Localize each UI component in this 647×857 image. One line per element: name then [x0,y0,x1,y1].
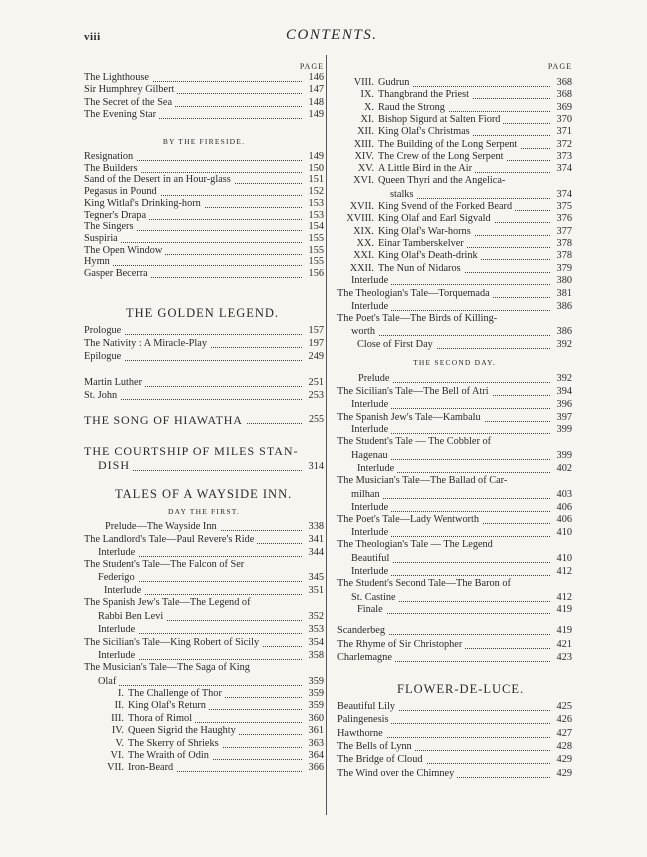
toc-page-number: 147 [308,84,324,96]
toc-title: The Singers [84,221,136,232]
toc-text: The Spanish Jew's Tale—The Legend of [84,597,251,608]
toc-title: XX. Einar Tamberskelver [337,238,467,249]
toc-page-number: 373 [556,150,572,162]
toc-entry[interactable] [337,102,572,114]
toc-title: Gasper Becerra [84,268,151,279]
toc-text: The Musician's Tale—The Saga of King [84,662,250,673]
toc-entry[interactable] [104,585,324,597]
toc-text: The Student's Tale—The Falcon of Ser [84,559,245,570]
chapter-numeral: VI. [110,750,124,761]
toc-title: VI. The Wraith of Odin [94,750,212,761]
toc-page-number: 410 [556,527,572,538]
toc-entry[interactable] [351,566,572,578]
toc-entry[interactable] [98,547,324,559]
toc-entry[interactable] [94,713,324,725]
toc-entry[interactable] [84,210,324,222]
toc-entry[interactable] [84,390,324,402]
toc-entry[interactable] [84,351,324,363]
toc-entry[interactable] [351,502,572,514]
toc-entry[interactable] [84,163,324,175]
toc-title: II. King Olaf's Return [94,700,209,711]
toc-title: St. John [84,390,120,401]
toc-title: The Builders [84,163,140,174]
toc-text: The Student's Second Tale—The Baron of [337,578,511,589]
toc-entry[interactable] [98,459,324,473]
chapter-numeral: VIII. [353,77,374,88]
toc-entry[interactable] [337,741,572,753]
toc-page-number: 338 [308,521,324,532]
toc-page-number: 423 [556,652,572,663]
toc-page-number: 425 [556,701,572,712]
toc-title: Interlude [351,527,391,538]
toc-title: stalks [390,189,416,200]
page-number: viii [84,31,101,43]
toc-title: Hawthorne [337,728,386,739]
toc-entry[interactable] [105,521,324,533]
toc-page-number: 156 [308,268,324,279]
toc-page-number: 403 [556,489,572,500]
toc-title: The Sicilian's Tale—King Robert of Sicily [84,637,262,648]
toc-page-number: 381 [556,288,572,299]
toc-title: XVIII. King Olaf and Earl Sigvald [337,213,494,224]
toc-page-number: 406 [556,514,572,525]
chapter-numeral: XX. [356,237,374,249]
toc-entry[interactable] [337,701,572,713]
toc-title: King Witlaf's Drinking-horn [84,198,204,209]
chapter-numeral: V. [115,737,124,749]
toc-title: Interlude [98,547,138,558]
toc-title: milhan [351,489,383,500]
toc-title: Olaf [98,676,119,687]
toc-title: Resignation [84,151,136,162]
toc-page-number: 353 [308,624,324,635]
toc-title: Pegasus in Pound [84,186,160,197]
toc-title: IV. Queen Sigrid the Haughty [94,725,239,736]
toc-title: Interlude [357,463,397,474]
toc-title: XVII. King Svend of the Forked Beard [337,201,515,212]
toc-page-number: 150 [308,162,324,174]
toc-text[interactable] [337,175,505,187]
toc-page-number: 255 [309,414,324,425]
chapter-numeral: IV. [111,725,124,737]
toc-page-number: 157 [308,325,324,336]
toc-entry[interactable] [98,611,324,623]
toc-page-number: 399 [556,424,572,435]
toc-title: IX. Thangbrand the Priest [337,89,472,100]
toc-title: St. Castine [351,592,399,603]
toc-title: Tegner's Drapa [84,210,149,221]
toc-title: XIV. The Crew of the Long Serpent [337,151,507,162]
toc-page-number: 361 [308,725,324,737]
dot-leader [84,265,302,266]
toc-title: Sand of the Desert in an Hour-glass [84,174,234,185]
toc-page-number: 152 [308,186,324,198]
toc-text: The Theologian's Tale — The Legend [337,539,493,550]
toc-page-number: 372 [556,138,572,150]
toc-title: Close of First Day [357,339,436,350]
section-heading: FLOWER-DE-LUCE. [397,682,525,696]
toc-entry[interactable] [351,399,572,411]
page-label: PAGE [299,62,324,71]
toc-page-number: 421 [556,638,572,650]
toc-title: V. The Skerry of Shrieks [94,738,222,749]
toc-page-number: 374 [556,189,572,200]
toc-title: The Bridge of Cloud [337,754,426,765]
toc-page-number: 371 [556,126,572,138]
toc-title: Federigo [98,572,138,583]
chapter-numeral: IX. [360,89,374,101]
toc-title: XII. King Olaf's Christmas [337,126,473,137]
toc-entry[interactable] [351,301,572,313]
toc-title: XIII. The Building of the Long Serpent [337,139,520,150]
toc-title: Charlemagne [337,652,395,663]
toc-title: Beautiful Lily [337,701,398,712]
toc-page-number: 358 [308,650,324,661]
toc-entry[interactable] [84,377,324,389]
toc-title: Interlude [351,424,391,435]
toc-page-number: 370 [556,113,572,125]
toc-title: The Bells of Lynn [337,741,415,752]
toc-page-number: 397 [556,412,572,423]
toc-entry[interactable] [337,514,572,526]
toc-entry[interactable] [84,84,324,96]
toc-title: The Theologian's Tale—Torquemada [337,288,493,299]
toc-title: Beautiful [351,553,392,564]
chapter-numeral: XV. [357,163,374,175]
toc-entry[interactable] [337,163,572,175]
toc-page-number: 352 [308,611,324,622]
toc-page-number: 412 [556,566,572,577]
toc-title: Suspiria [84,233,121,244]
toc-entry[interactable] [84,151,324,163]
toc-title: VII. Iron-Beard [94,762,176,773]
chapter-numeral: XVIII. [346,213,374,225]
chapter-numeral: VII. [107,762,124,774]
toc-page-number: 427 [556,727,572,739]
toc-entry[interactable] [351,424,572,436]
toc-entry[interactable] [98,572,324,584]
column-divider [326,55,327,815]
toc-title: Hymn [84,256,113,267]
toc-entry[interactable] [94,700,324,712]
toc-page-number: 396 [556,399,572,410]
toc-title: III. Thora of Rimol [94,713,195,724]
toc-title: Martin Luther [84,377,145,388]
toc-entry[interactable] [351,275,572,287]
toc-title: X. Raud the Strong [337,102,448,113]
toc-page-number: 376 [556,213,572,225]
toc-title: THE SONG OF HIAWATHA [84,413,246,427]
toc-entry[interactable] [351,527,572,539]
toc-page-number: 429 [556,754,572,766]
toc-page-number: 377 [556,225,572,237]
toc-entry[interactable] [84,414,324,426]
toc-title: The Rhyme of Sir Christopher [337,639,465,650]
toc-entry[interactable] [84,325,324,337]
toc-title: I. The Challenge of Thor [94,688,225,699]
toc-entry[interactable] [84,256,324,268]
toc-page-number: 392 [556,339,572,350]
toc-entry[interactable] [337,728,572,740]
toc-entry[interactable] [351,326,572,338]
toc-title: Prelude [358,373,392,384]
toc-title: XXII. The Nun of Nidaros [337,263,464,274]
toc-entry[interactable] [337,226,572,238]
toc-entry[interactable] [337,263,572,275]
toc-entry[interactable] [337,201,572,213]
toc-entry[interactable] [84,233,324,245]
toc-entry[interactable] [98,650,324,662]
toc-page-number: 351 [308,585,324,596]
chapter-numeral: XVII. [349,201,374,212]
toc-entry[interactable] [337,213,572,225]
toc-entry[interactable] [84,186,324,198]
toc-page-number: 368 [556,89,572,101]
toc-entry[interactable] [390,189,572,201]
toc-page-number: 364 [308,750,324,761]
toc-page-number: 155 [308,232,324,244]
chapter-numeral: XVI. [353,175,374,186]
toc-page-number: 380 [556,275,572,286]
toc-entry[interactable] [84,338,324,350]
toc-entry[interactable] [351,450,572,462]
toc-entry[interactable] [337,714,572,726]
toc-entry[interactable] [337,139,572,151]
toc-entry[interactable] [337,151,572,163]
toc-entry[interactable] [337,639,572,651]
toc-page-number: 345 [308,572,324,583]
chapter-numeral: XII. [357,126,374,138]
toc-page-number: 155 [308,244,324,256]
section-heading: THE SECOND DAY. [413,358,496,367]
toc-entry[interactable] [84,221,324,233]
toc-title: worth [351,326,378,337]
toc-page-number: 375 [556,201,572,212]
toc-page-number: 368 [556,77,572,88]
chapter-numeral: XI. [360,113,374,125]
toc-entry[interactable] [84,268,324,280]
toc-title: Rabbi Ben Levi [98,611,166,622]
toc-page-number: 149 [308,151,324,162]
toc-title: The Landlord's Tale—Paul Revere's Ride [84,534,257,545]
chapter-numeral: XXII. [349,262,374,274]
toc-title: DISH [98,458,133,472]
toc-page-number: 146 [308,72,324,83]
toc-page-number: 369 [556,101,572,113]
toc-entry[interactable] [357,339,572,351]
page-title: CONTENTS. [286,27,378,43]
toc-title: Finale [357,604,386,615]
toc-entry[interactable] [84,637,324,649]
toc-page-number: 149 [308,108,324,120]
toc-entry[interactable] [337,754,572,766]
toc-entry[interactable] [84,72,324,84]
toc-page-number: 314 [308,461,324,472]
toc-page-number: 360 [308,712,324,724]
toc-page-number: 379 [556,262,572,274]
toc-title: The Lighthouse [84,72,152,83]
toc-page-number: 410 [556,553,572,564]
chapter-numeral: XIV. [354,150,374,162]
toc-page-number: 359 [308,688,324,699]
toc-entry[interactable] [94,750,324,762]
toc-page-number: 359 [308,676,324,687]
toc-page-number: 392 [556,373,572,384]
toc-page-number: 406 [556,502,572,513]
chapter-numeral: XIX. [353,225,374,237]
toc-page-number: 366 [308,762,324,774]
toc-entry[interactable] [98,676,324,688]
toc-title: The Evening Star [84,109,159,120]
toc-title: Queen Thyri and the Angelica- [378,175,506,186]
chapter-numeral: XXI. [353,250,374,262]
toc-page-number: 251 [308,377,324,388]
toc-title: Interlude [351,502,391,513]
toc-entry[interactable] [84,109,324,121]
toc-entry[interactable] [337,412,572,424]
toc-page-number: 249 [308,351,324,362]
toc-entry[interactable] [358,373,572,385]
toc-entry[interactable] [337,250,572,262]
toc-entry[interactable] [337,288,572,300]
dot-leader [351,335,550,336]
toc-page-number: 363 [308,737,324,749]
toc-entry[interactable] [337,625,572,637]
toc-page-number: 429 [556,767,572,779]
section-heading: THE GOLDEN LEGEND. [126,306,280,320]
toc-page-number: 354 [308,637,324,648]
toc-entry[interactable] [98,624,324,636]
toc-title: XXI. King Olaf's Death-drink [337,250,481,261]
toc-title: The Secret of the Sea [84,97,175,108]
toc-entry[interactable] [337,89,572,101]
section-heading: DAY THE FIRST. [167,507,241,516]
toc-page-number: 378 [556,237,572,249]
toc-text: The Poet's Tale—The Birds of Killing- [337,313,498,324]
toc-entry[interactable] [337,238,572,250]
toc-page-number: 153 [308,197,324,209]
toc-entry[interactable] [351,592,572,604]
toc-entry[interactable] [84,534,324,546]
toc-title: The Wind over the Chimney [337,768,457,779]
toc-page-number: 426 [556,714,572,726]
toc-page-number: 153 [308,209,324,221]
page-label: PAGE [547,62,572,71]
toc-page-number: 155 [308,256,324,268]
toc-entry[interactable] [94,762,324,774]
toc-entry[interactable] [94,725,324,737]
toc-page-number: 402 [556,463,572,474]
toc-title: The Spanish Jew's Tale—Kambalu [337,412,484,423]
toc-title: XIX. King Olaf's War-horns [337,226,474,237]
section-heading: TALES OF A WAYSIDE INN. [115,487,293,501]
toc-title: The Open Window [84,245,165,256]
toc-page-number: 148 [308,96,324,108]
toc-page-number: 394 [556,386,572,397]
toc-title: Interlude [98,650,138,661]
toc-title: Prologue [84,325,124,336]
toc-title: Interlude [98,624,138,635]
toc-page-number: 374 [556,163,572,175]
toc-page-number: 412 [556,592,572,603]
toc-title: XV. A Little Bird in the Air [337,163,475,174]
section-heading: BY THE FIRESIDE. [162,137,246,146]
toc-entry[interactable] [337,768,572,780]
toc-page-number: 154 [308,221,324,233]
toc-page-number: 341 [308,534,324,545]
toc-title: Scanderbeg [337,625,388,636]
toc-entry[interactable] [351,489,572,501]
toc-page-number: 419 [556,604,572,615]
toc-entry[interactable] [357,463,572,475]
toc-title: Hagenau [351,450,391,461]
toc-page-number: 428 [556,740,572,752]
toc-title: Prelude—The Wayside Inn [105,521,220,532]
chapter-numeral: X. [363,101,374,113]
toc-page-number: 359 [308,700,324,712]
toc-page-number: 151 [308,174,324,186]
toc-entry[interactable] [337,386,572,398]
chapter-numeral: XIII. [353,138,374,150]
toc-title: Interlude [351,301,391,312]
toc-entry[interactable] [84,198,324,210]
chapter-numeral: I. [117,688,124,699]
toc-entry[interactable] [84,97,324,109]
chapter-numeral: II. [114,700,124,712]
toc-title: The Poet's Tale—Lady Wentworth [337,514,482,525]
toc-title: Interlude [351,275,391,286]
toc-title: Interlude [351,399,391,410]
toc-title: The Sicilian's Tale—The Bell of Atri [337,386,492,397]
toc-title: The Nativity : A Miracle-Play [84,338,210,349]
toc-entry[interactable] [351,553,572,565]
toc-entry[interactable] [94,738,324,750]
toc-entry[interactable] [84,174,324,186]
toc-title: Sir Humphrey Gilbert [84,84,177,95]
toc-entry[interactable] [337,114,572,126]
section-heading: THE COURTSHIP OF MILES STAN- [84,444,299,458]
toc-entry[interactable] [337,77,572,89]
toc-title: XI. Bishop Sigurd at Salten Fiord [337,114,503,125]
toc-entry[interactable] [94,688,324,700]
toc-page-number: 399 [556,450,572,461]
toc-page-number: 419 [556,625,572,636]
toc-text: The Student's Tale — The Cobbler of [337,436,492,447]
toc-title: VIII. Gudrun [337,77,412,88]
toc-text: The Musician's Tale—The Ballad of Car- [337,475,508,486]
toc-page-number: 253 [308,389,324,401]
dot-leader [98,685,302,686]
toc-page-number: 378 [556,250,572,262]
toc-title: Epilogue [84,351,124,362]
toc-entry[interactable] [84,245,324,257]
toc-title: Interlude [104,585,144,596]
toc-page-number: 386 [556,326,572,337]
toc-title: Interlude [351,566,391,577]
toc-page-number: 344 [308,547,324,558]
toc-entry[interactable] [337,126,572,138]
toc-title: Palingenesis [337,714,391,725]
toc-entry[interactable] [337,652,572,664]
toc-page-number: 197 [308,338,324,349]
toc-entry[interactable] [357,604,572,616]
chapter-numeral: III. [111,712,124,724]
toc-page-number: 386 [556,301,572,312]
